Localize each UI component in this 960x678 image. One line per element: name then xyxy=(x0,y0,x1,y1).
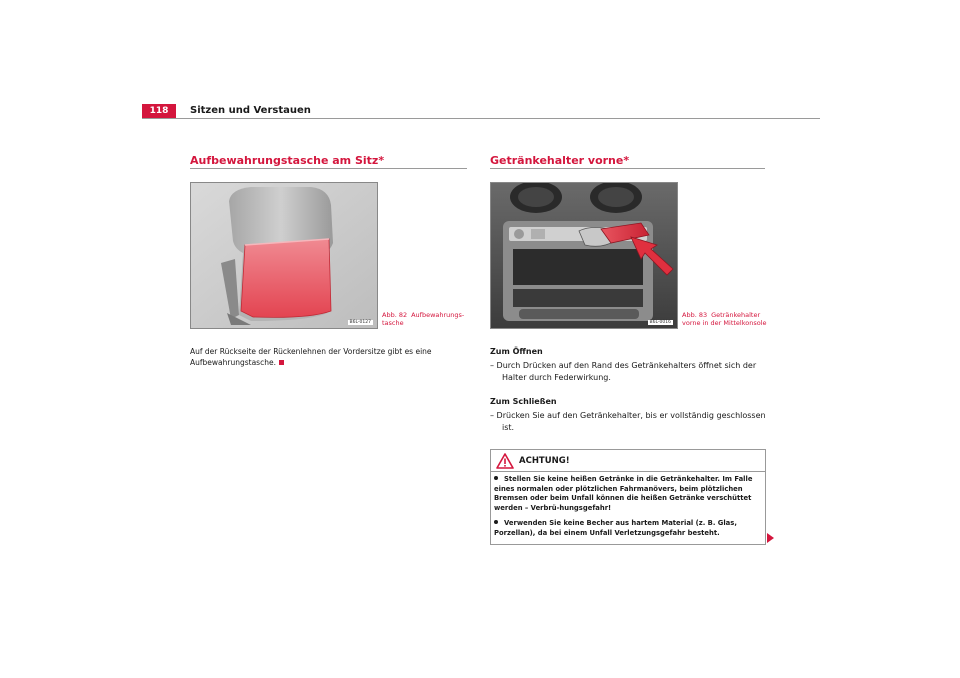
caption-text: Getränkehalter vorne in der Mittelkonsole xyxy=(682,311,767,327)
warning-item-hot-drinks xyxy=(494,475,762,513)
running-title: Sitzen und Verstauen xyxy=(190,105,311,116)
storage-pocket-paragraph xyxy=(190,346,465,368)
bullet-icon xyxy=(494,520,498,524)
open-heading: Zum Öffnen xyxy=(490,347,543,356)
figure-code: B6L-0127 xyxy=(349,320,371,325)
caption-text: Aufbewahrungs- tasche xyxy=(382,311,465,327)
warning-item-hard-cups xyxy=(494,519,762,538)
end-of-section-mark xyxy=(279,360,284,365)
figure-caption-83 xyxy=(682,311,778,327)
warning-item-text: Stellen Sie keine heißen Getränke in die Getränkehalter. Im Falle eines normalen oder plötzlichen Fahrmanövers, beim plötzlichen Bremsen oder beim Unfall können die heißen Getränke verschüttet werden – Verbrü-hungsgefahr! xyxy=(494,475,753,512)
caption-number: Abb. 82 xyxy=(382,311,408,319)
caption-number: Abb. 83 xyxy=(682,311,708,319)
paragraph-text: Auf der Rückseite der Rückenlehnen der Vordersitze gibt es eine Aufbewahrungstasche. xyxy=(190,347,432,367)
warning-rule xyxy=(491,471,765,472)
figure-code: B6L-0016 xyxy=(649,320,671,325)
warning-triangle-icon xyxy=(496,453,514,469)
center-console-illustration xyxy=(491,183,677,328)
seat-back-illustration xyxy=(191,183,377,328)
continue-arrow-icon xyxy=(767,533,774,543)
header-rule xyxy=(142,118,820,119)
bullet-icon xyxy=(494,476,498,480)
figure-storage-pocket xyxy=(190,182,378,329)
page-number: 118 xyxy=(142,104,176,118)
section-title-storage-pocket: Aufbewahrungstasche am Sitz* xyxy=(190,154,385,167)
close-heading: Zum Schließen xyxy=(490,397,557,406)
section-title-cup-holder: Getränkehalter vorne* xyxy=(490,154,630,167)
open-step: – Durch Drücken auf den Rand des Getränkehalters öffnet sich der Halter durch Federwirkung. xyxy=(490,361,757,382)
close-step: – Drücken Sie auf den Getränkehalter, bis er vollständig geschlossen ist. xyxy=(490,411,766,432)
figure-cup-holder xyxy=(490,182,678,329)
warning-box xyxy=(490,449,766,545)
warning-header xyxy=(491,450,765,470)
warning-item-text: Verwenden Sie keine Becher aus hartem Material (z. B. Glas, Porzellan), da bei einem Unfall Verletzungsgefahr besteht. xyxy=(494,519,737,537)
section-rule-right xyxy=(490,168,765,169)
figure-caption-82 xyxy=(382,311,472,327)
warning-title: ACHTUNG! xyxy=(519,456,570,466)
section-rule-left xyxy=(190,168,467,169)
